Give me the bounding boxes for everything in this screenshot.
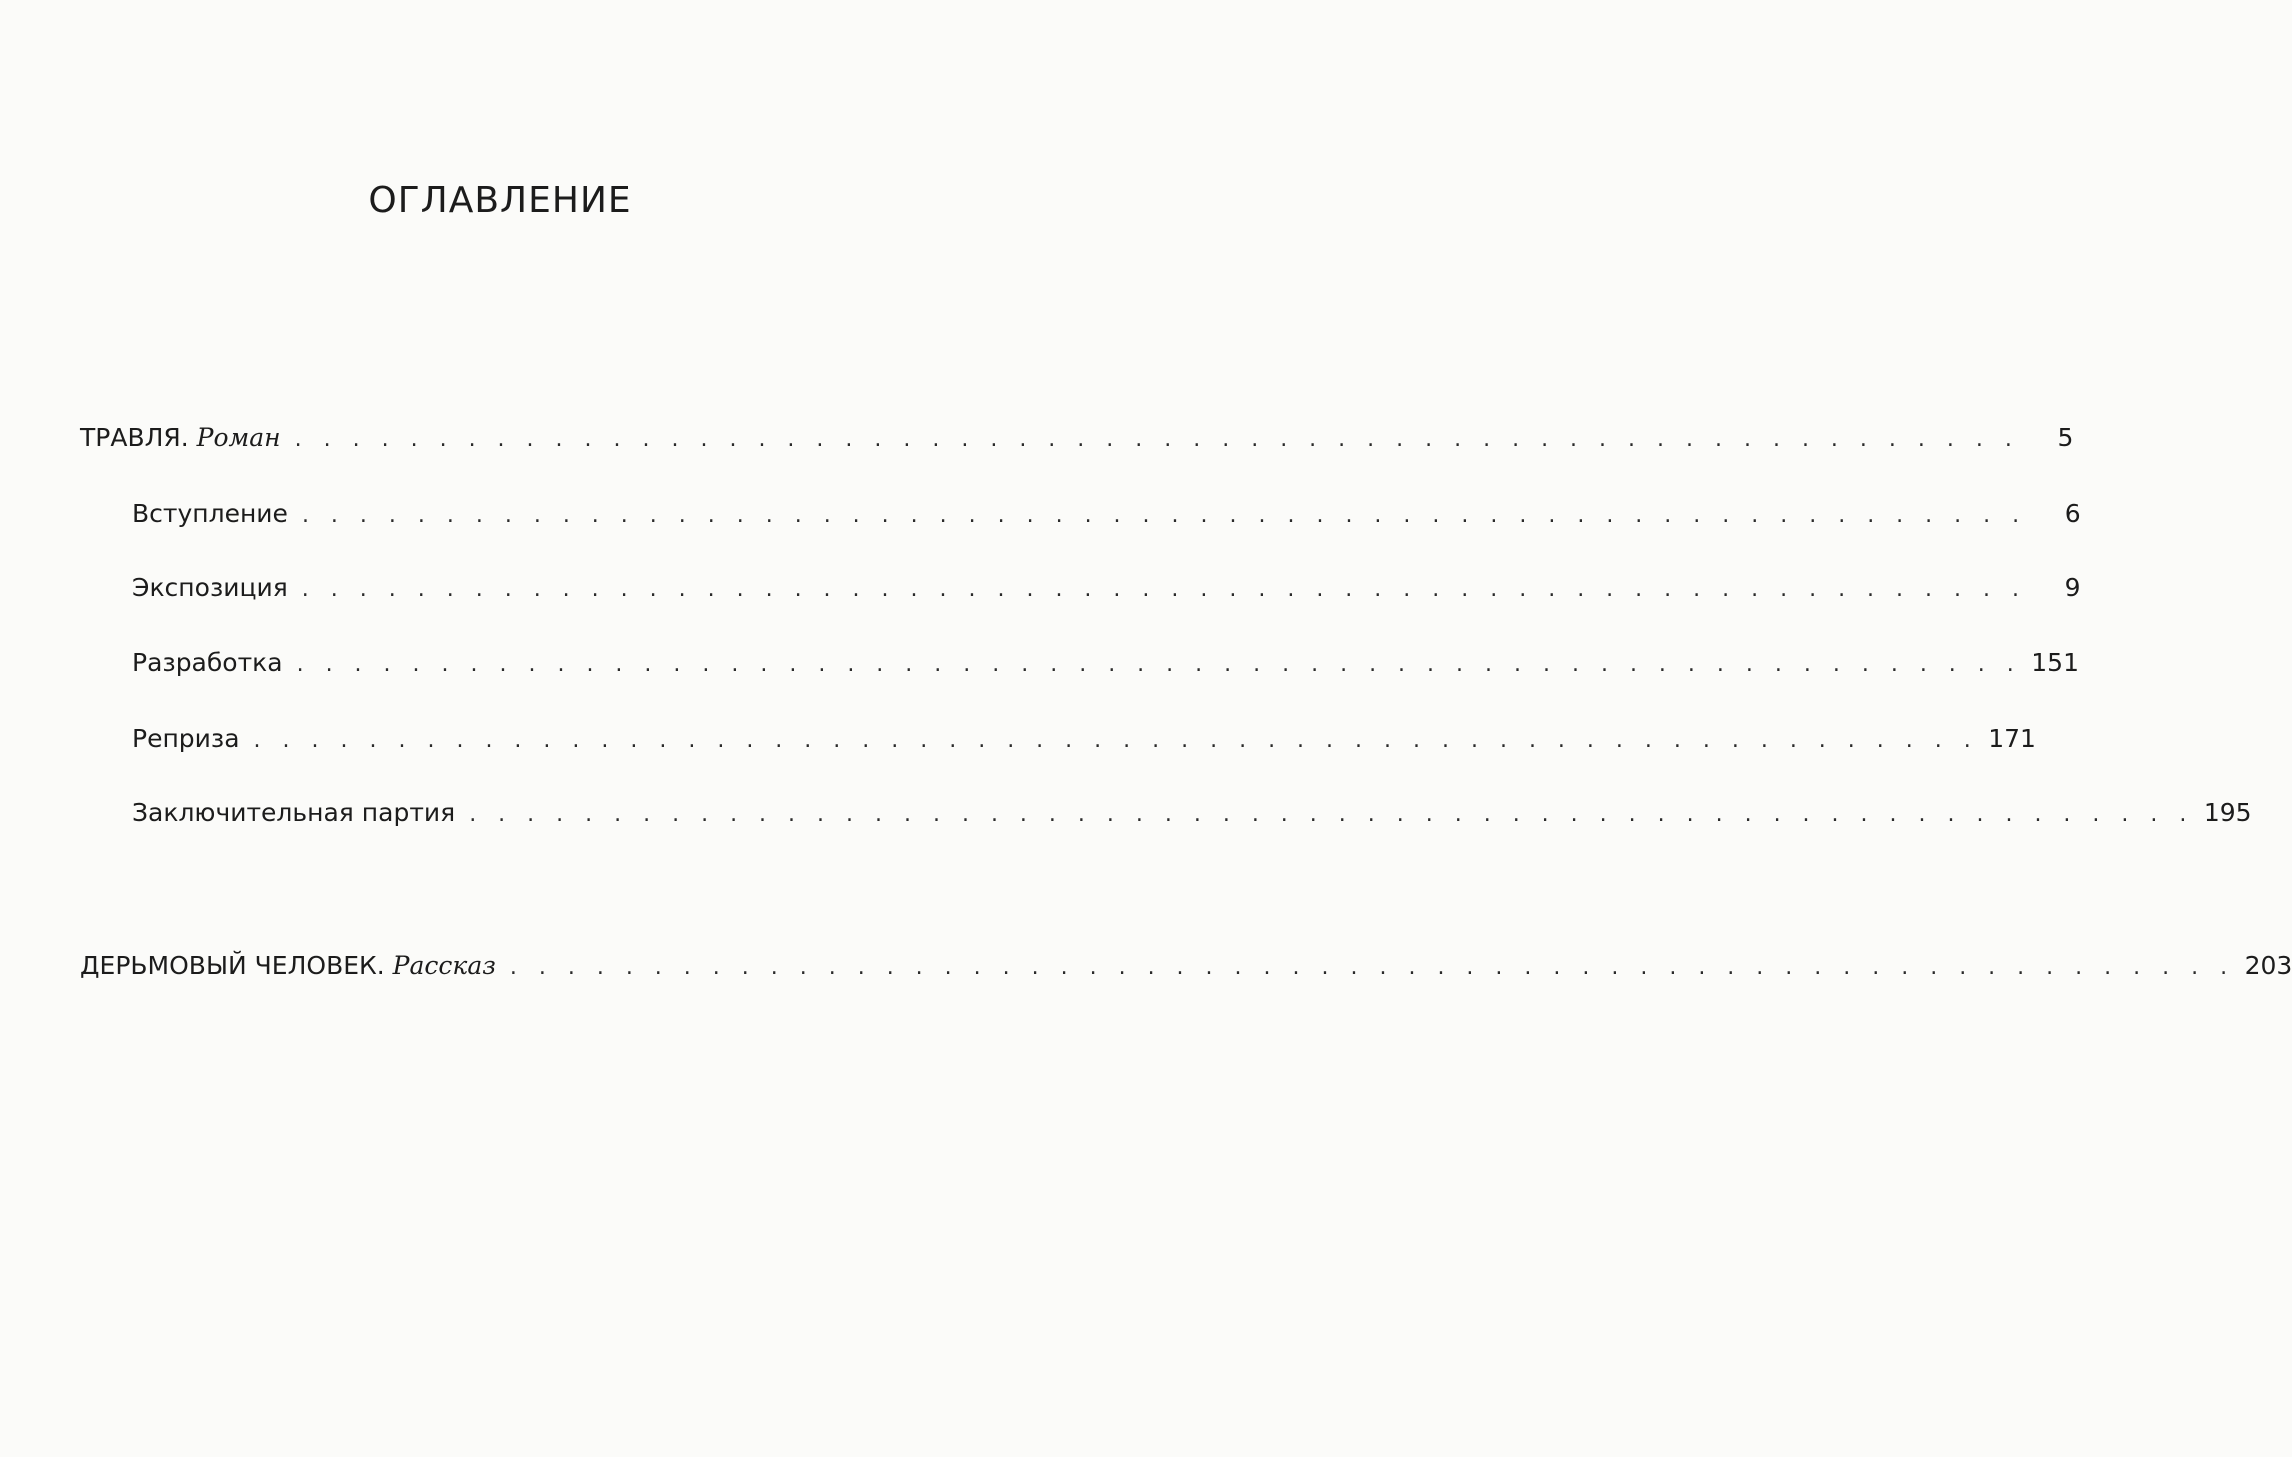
dot-leader: . . . . . . . . . . . . . . . . . . . . . . . . . . . . . . . . . . . . . . . . . . . . . . . . . . . . . . . . . . . . xyxy=(301,503,2027,528)
toc-entry-page-number: 195 xyxy=(2203,798,2252,827)
toc-entry-repriza[interactable] xyxy=(132,719,2036,759)
page-title: ОГЛАВЛЕНИЕ xyxy=(368,180,632,221)
toc-entry-page-number: 9 xyxy=(2064,573,2081,602)
toc-entry-vstuplenie[interactable] xyxy=(132,494,2081,534)
toc-entry-page-number: 203 xyxy=(2244,951,2292,980)
toc-entry-razrabotka[interactable] xyxy=(132,643,2079,683)
dot-leader: . . . . . . . . . . . . . . . . . . . . . . . . . . . . . . . . . . . . . . . . . . . . . . . . . . . . . . . . . . . . xyxy=(294,427,2020,452)
toc-entry-title: Разработка xyxy=(132,648,283,677)
toc-entry-ekspozitsiya[interactable] xyxy=(132,568,2081,608)
toc-entry-dermovyi-chelovek[interactable] xyxy=(80,946,2292,986)
toc-entry-title: Реприза xyxy=(132,724,240,753)
dot-leader: . . . . . . . . . . . . . . . . . . . . . . . . . . . . . . . . . . . . . . . . . . . . . . . . . . . . . . . . . . . . xyxy=(469,802,2194,827)
toc-entry-page-number: 151 xyxy=(2031,648,2079,677)
dot-leader: . . . . . . . . . . . . . . . . . . . . . . . . . . . . . . . . . . . . . . . . . . . . . . . . . . . . . . . . . . . . xyxy=(296,652,2022,677)
dot-leader: . . . . . . . . . . . . . . . . . . . . . . . . . . . . . . . . . . . . . . . . . . . . . . . . . . . . . . . . . . . . xyxy=(301,577,2027,602)
toc-entry-title: Заключительная партия xyxy=(132,798,456,827)
toc-entry-page-number: 171 xyxy=(1988,724,2036,753)
toc-entry-page-number: 6 xyxy=(2064,499,2081,528)
toc-entry-title: ТРАВЛЯ. Роман xyxy=(80,423,281,452)
toc-entry-zaklyuchitelnaya-partiya[interactable] xyxy=(132,793,2252,833)
toc-entry-genre: Роман xyxy=(196,423,281,452)
toc-entry-title: Вступление xyxy=(132,499,288,528)
toc-entry-title: Экспозиция xyxy=(132,573,288,602)
toc-entry-travlya[interactable] xyxy=(80,418,2074,458)
dot-leader: . . . . . . . . . . . . . . . . . . . . . . . . . . . . . . . . . . . . . . . . . . . . . . . . . . . . . . . . . . . . xyxy=(253,728,1979,753)
toc-entry-genre: Рассказ xyxy=(392,951,496,980)
toc-entry-page-number: 5 xyxy=(2057,423,2074,452)
toc-entry-title: ДЕРЬМОВЫЙ ЧЕЛОВЕК. Рассказ xyxy=(80,951,496,980)
dot-leader: . . . . . . . . . . . . . . . . . . . . . . . . . . . . . . . . . . . . . . . . . . . . . . . . . . . . . . . . . . . . xyxy=(509,955,2235,980)
